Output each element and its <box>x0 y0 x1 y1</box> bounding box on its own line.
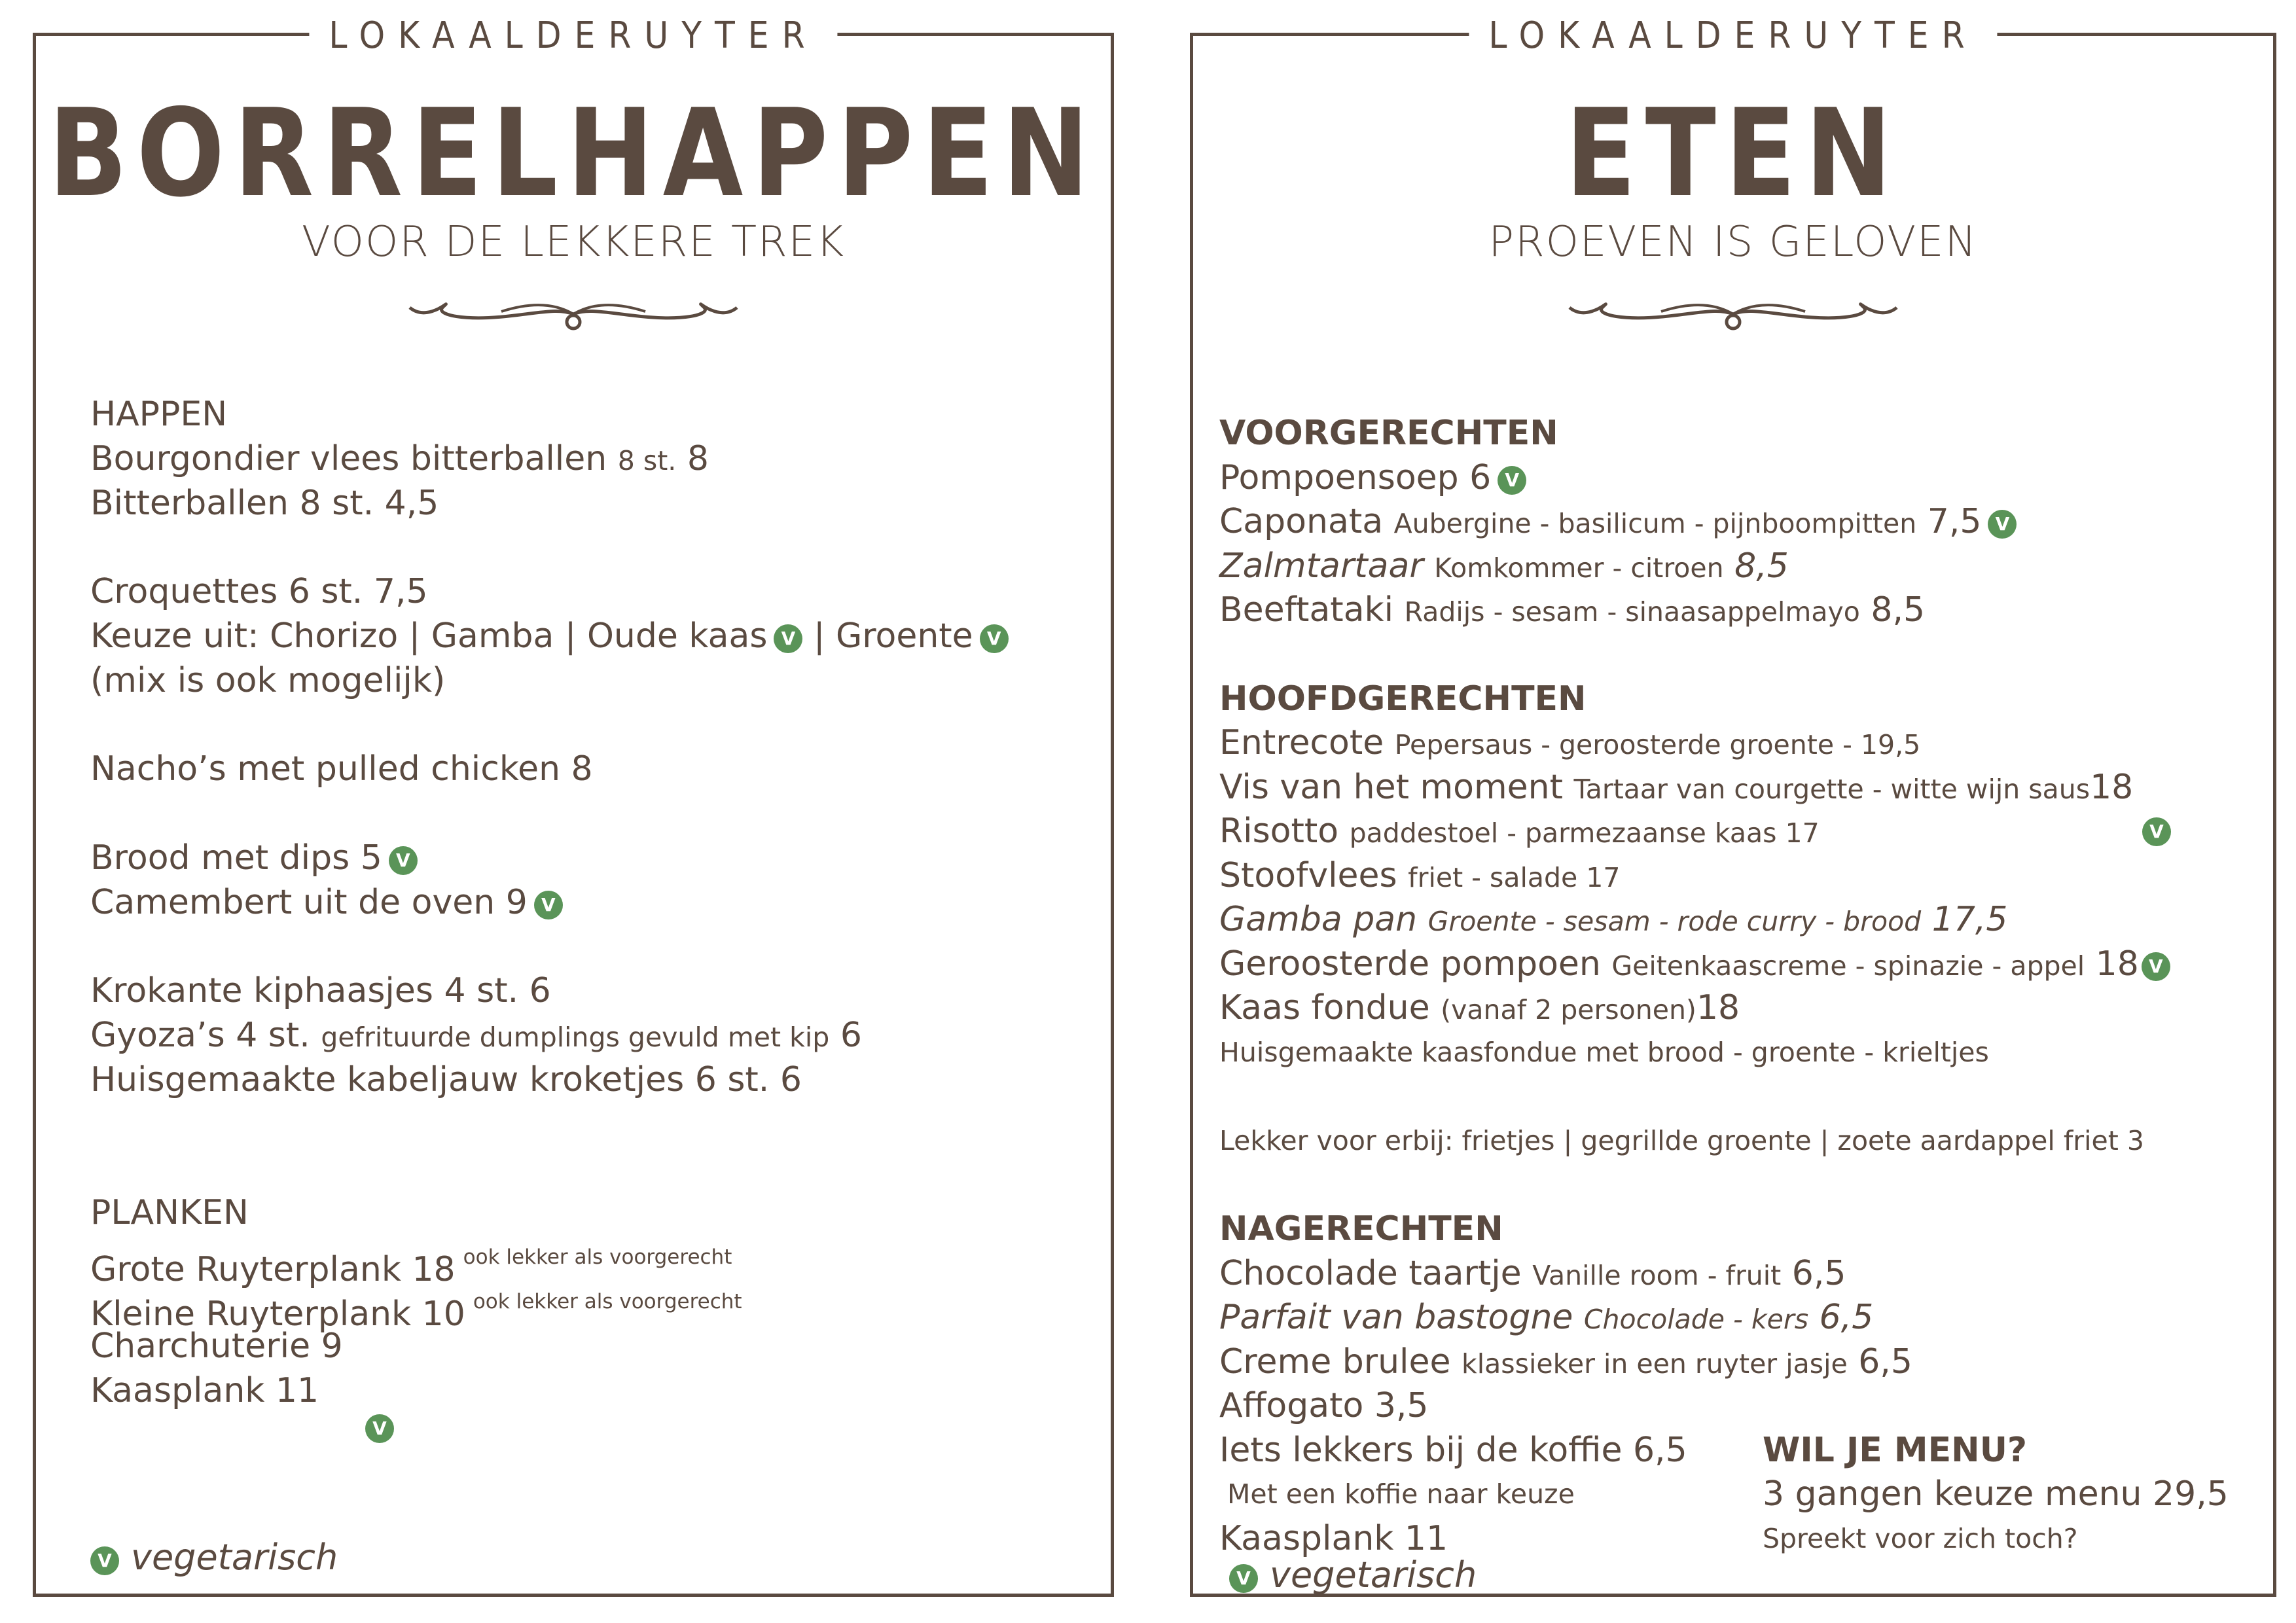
item-detail: Vanille room - fruit <box>1532 1260 1782 1291</box>
item-options: | Groente <box>813 616 973 656</box>
menu-item <box>1219 986 1740 1031</box>
page-title: BORRELHAPPEN <box>48 82 1098 224</box>
vegetarian-badge-icon: V <box>1988 510 2017 539</box>
vegetarian-badge-icon: V <box>2142 952 2170 981</box>
item-name: Chocolade taartje <box>1219 1254 1522 1293</box>
item-name: Kaas fondue <box>1219 988 1430 1027</box>
menu-item: Croquettes 6 st. 7,5 <box>90 572 428 611</box>
section-heading-voorgerechten: VOORGERECHTEN <box>1219 414 1558 453</box>
brand-label: LOKAALDERUYTER <box>1469 12 1997 60</box>
item-detail: (vanaf 2 personen) <box>1441 994 1696 1026</box>
menu-item: Iets lekkers bij de koffie 6,5 <box>1219 1431 1687 1470</box>
item-name: Gyoza’s 4 st. <box>90 1016 310 1055</box>
scroll-ornament-icon <box>1563 288 1903 340</box>
item-detail: Radijs - sesam - sinaasappelmayo <box>1404 596 1860 628</box>
vegetarian-badge-icon: V <box>365 1414 394 1443</box>
item-name: Entrecote <box>1219 723 1384 762</box>
vegetarian-badge-icon: V <box>774 624 802 653</box>
page-subtitle: PROEVEN IS GELOVEN <box>1488 218 1978 266</box>
menu-item <box>1219 898 2008 943</box>
menu-item <box>1219 810 1820 855</box>
item-detail: Tartaar van courgette - witte wijn saus <box>1573 774 2090 805</box>
item-detail: paddestoel - parmezaanse kaas 17 <box>1349 817 1820 849</box>
borrelhappen-panel <box>33 14 1114 1597</box>
menu-item: Huisgemaakte kabeljauw kroketjes 6 st. 6 <box>90 1060 802 1099</box>
brand-label: LOKAALDERUYTER <box>309 12 837 60</box>
menu-item <box>1219 1296 1873 1341</box>
legend <box>90 1537 338 1578</box>
item-detail: Geitenkaascreme - spinazie - appel <box>1611 950 2085 982</box>
item-name: Caponata <box>1219 502 1384 541</box>
section-heading-nagerechten: NAGERECHTEN <box>1219 1209 1503 1249</box>
item-name: Beeftataki <box>1219 590 1394 630</box>
section-heading-happen: HAPPEN <box>90 395 228 434</box>
menu-item-note: Met een koffie naar keuze <box>1227 1478 1575 1510</box>
vegetarian-badge-icon: V <box>1229 1564 1258 1593</box>
vegetarian-badge-icon: V <box>389 846 418 875</box>
section-heading-hoofdgerechten: HOOFDGERECHTEN <box>1219 679 1587 719</box>
menu-item <box>1219 544 1789 590</box>
item-name: Brood met dips 5 <box>90 838 382 878</box>
item-name: Parfait van bastogne <box>1219 1298 1573 1337</box>
menu-item <box>1219 942 2170 988</box>
item-name: Camembert uit de oven 9 <box>90 883 528 922</box>
menu-item <box>90 437 709 482</box>
page-subtitle: VOOR DE LEKKERE TREK <box>302 218 845 266</box>
item-name: Zalmtartaar <box>1219 546 1424 586</box>
menu-item <box>1219 766 2133 811</box>
item-price: 7,5 <box>1927 502 1982 541</box>
item-options: Keuze uit: Chorizo | Gamba | Oude kaas <box>90 616 768 656</box>
item-detail: Pepersaus - geroosterde groente - 19,5 <box>1394 729 1921 760</box>
menu-item <box>1219 1252 1846 1297</box>
item-detail: 8 st. <box>617 445 677 476</box>
vegetarian-badge-icon: V <box>2142 817 2171 846</box>
menu-item-note: Huisgemaakte kaasfondue met brood - groente - krieltjes <box>1219 1037 1989 1068</box>
item-note: ook lekker als voorgerecht <box>473 1290 742 1313</box>
menu-item <box>90 615 1009 658</box>
menu-offer-heading: WIL JE MENU? <box>1763 1431 2028 1470</box>
menu-item: Charchuterie 9 <box>90 1327 343 1366</box>
item-name: Kleine Ruyterplank 10 <box>90 1294 465 1334</box>
menu-item <box>1219 588 1925 633</box>
legend <box>1229 1554 1477 1596</box>
legend-label: vegetarisch <box>1270 1554 1477 1596</box>
item-price: 6 <box>840 1016 862 1055</box>
menu-offer: 3 gangen keuze menu 29,5 <box>1763 1474 2229 1514</box>
item-price: 18 <box>2095 944 2139 984</box>
vegetarian-badge-icon: V <box>1498 466 1526 495</box>
side-dishes: Lekker voor erbij: frietjes | gegrillde groente | zoete aardappel friet 3 <box>1219 1125 2144 1156</box>
vegetarian-badge-icon: V <box>534 891 563 919</box>
item-name: Bourgondier vlees bitterballen <box>90 439 607 478</box>
item-detail: Chocolade - kers <box>1583 1304 1809 1335</box>
item-detail: friet - salade 17 <box>1408 862 1621 893</box>
menu-item <box>90 836 418 880</box>
menu-item <box>1219 854 1620 899</box>
item-name: Stoofvlees <box>1219 856 1397 895</box>
menu-item: Kaasplank 11 <box>1219 1519 1448 1558</box>
item-detail: Komkommer - citroen <box>1434 552 1724 584</box>
vegetarian-badge-icon: V <box>90 1546 119 1575</box>
item-name: Geroosterde pompoen <box>1219 944 1601 984</box>
eten-panel <box>1190 14 2276 1597</box>
item-price: 6,5 <box>1791 1254 1846 1293</box>
scroll-ornament-icon <box>403 288 744 340</box>
item-price: 18 <box>1696 988 1740 1027</box>
item-price: 6,5 <box>1819 1298 1874 1337</box>
item-note: ook lekker als voorgerecht <box>463 1245 732 1269</box>
legend-label: vegetarisch <box>131 1537 338 1578</box>
section-heading-planken: PLANKEN <box>90 1193 249 1232</box>
item-detail: Aubergine - basilicum - pijnboompitten <box>1393 508 1917 539</box>
item-price: 18 <box>2090 768 2134 807</box>
menu-item <box>90 881 563 924</box>
item-detail: klassieker in een ruyter jasje <box>1462 1348 1848 1380</box>
menu-item <box>90 1014 862 1059</box>
menu-item: Affogato 3,5 <box>1219 1386 1429 1425</box>
menu-item <box>1219 721 1920 766</box>
item-price: 17,5 <box>1931 900 2008 939</box>
item-name: Creme brulee <box>1219 1342 1451 1382</box>
item-detail: gefrituurde dumplings gevuld met kip <box>321 1022 830 1053</box>
item-price: 6,5 <box>1858 1342 1912 1382</box>
menu-item-note: (mix is ook mogelijk) <box>90 661 446 700</box>
page-title: ETEN <box>1565 82 1901 224</box>
menu-item: Krokante kiphaasjes 4 st. 6 <box>90 971 551 1010</box>
vegetarian-badge-icon: V <box>980 624 1009 653</box>
item-name: Risotto <box>1219 812 1339 851</box>
menu-item <box>1219 1340 1912 1385</box>
item-name: Pompoensoep 6 <box>1219 458 1492 497</box>
menu-offer-note: Spreekt voor zich toch? <box>1763 1523 2078 1554</box>
menu-item <box>1219 456 1526 499</box>
menu-item <box>1219 500 2017 545</box>
menu-item: Kaasplank 11 <box>90 1371 319 1410</box>
menu-item: Bitterballen 8 st. 4,5 <box>90 484 439 523</box>
item-detail: Groente - sesam - rode curry - brood <box>1427 906 1922 937</box>
menu-item: Nacho’s met pulled chicken 8 <box>90 749 593 789</box>
item-name: Gamba pan <box>1219 900 1418 939</box>
item-price: 8,5 <box>1734 546 1789 586</box>
item-name: Grote Ruyterplank 18 <box>90 1250 456 1289</box>
item-price: 8,5 <box>1871 590 1926 630</box>
item-name: Vis van het moment <box>1219 768 1563 807</box>
item-price: 8 <box>687 439 709 478</box>
